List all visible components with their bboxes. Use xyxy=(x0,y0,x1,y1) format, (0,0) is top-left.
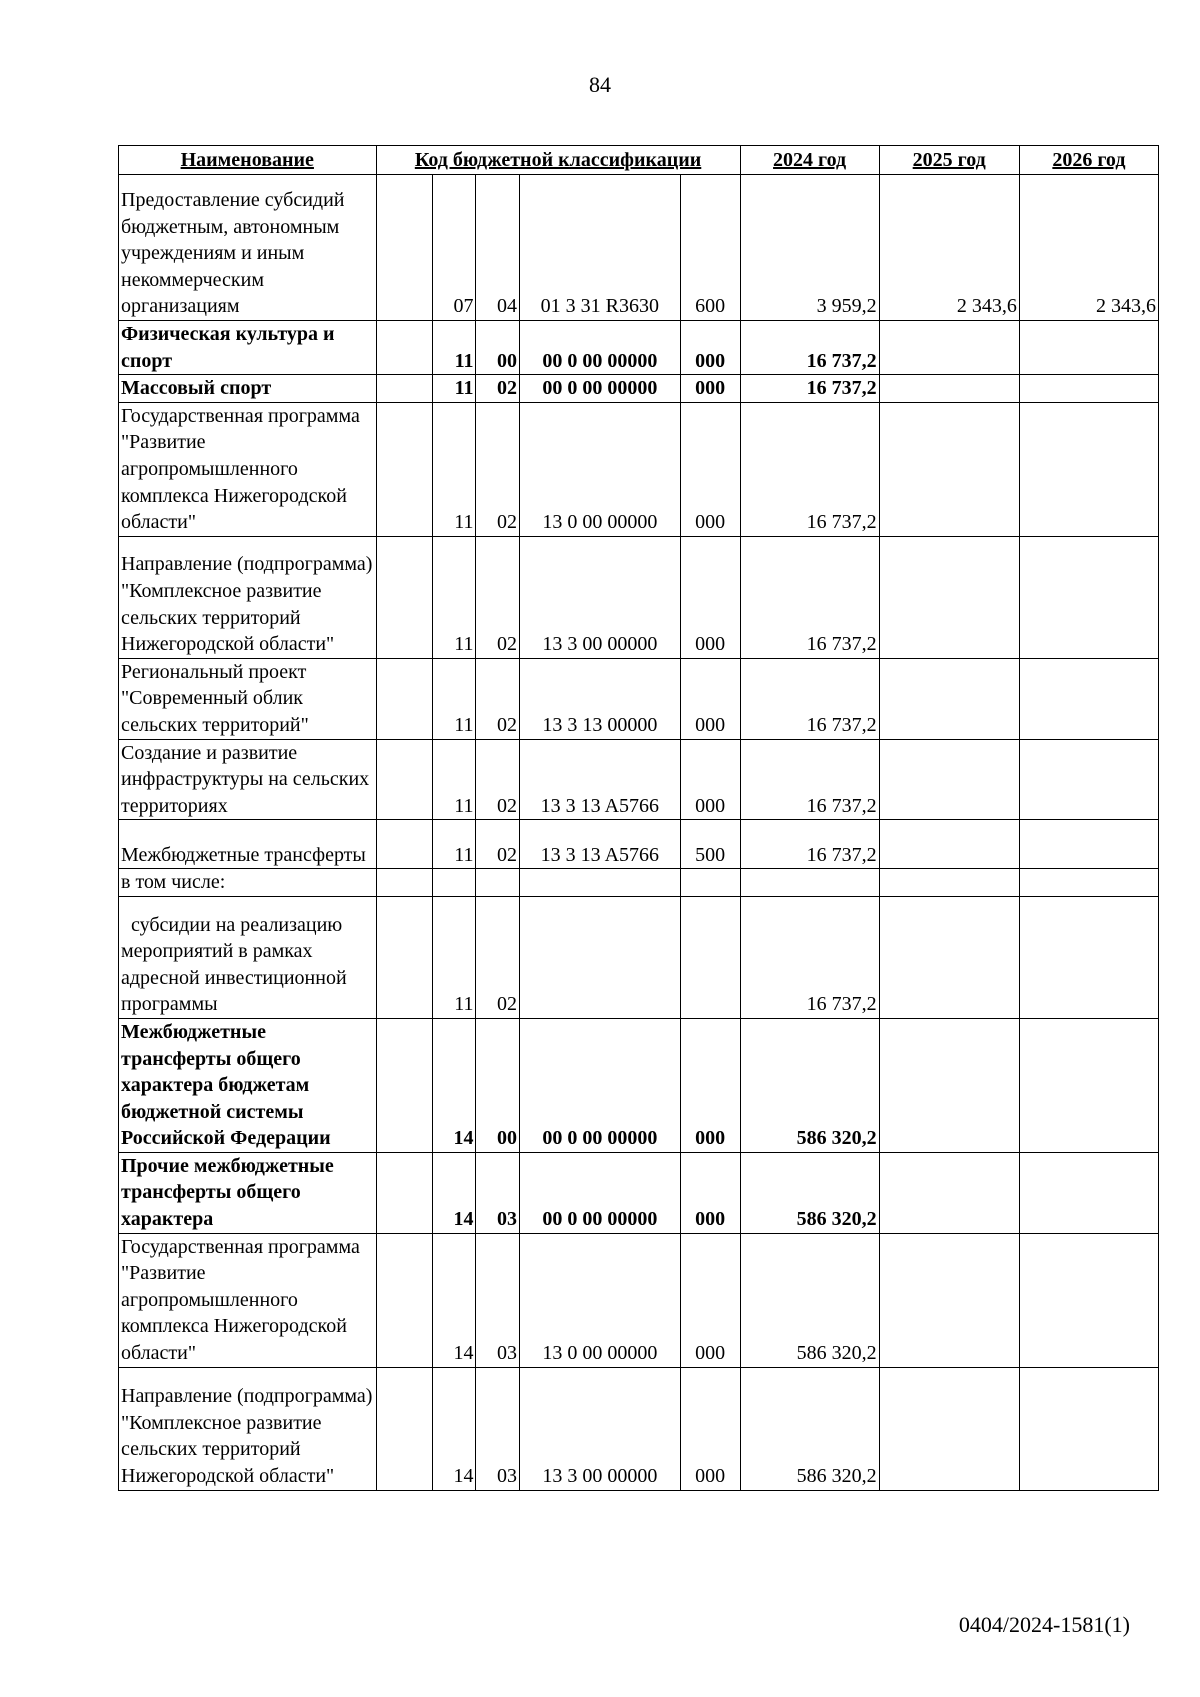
row-2024 xyxy=(740,869,879,897)
row-target-article: 00 0 00 00000 xyxy=(519,321,680,375)
row-2026 xyxy=(1019,896,1158,1018)
row-subsection: 03 xyxy=(476,1233,519,1367)
row-2026 xyxy=(1019,658,1158,739)
row-expense-type: 000 xyxy=(680,375,740,403)
row-2024: 16 737,2 xyxy=(740,896,879,1018)
row-expense-type: 000 xyxy=(680,321,740,375)
row-2025 xyxy=(879,1152,1019,1233)
row-blank xyxy=(376,1367,433,1490)
table-row xyxy=(119,820,1159,869)
row-expense-type: 000 xyxy=(680,1152,740,1233)
row-2025 xyxy=(879,402,1019,536)
row-section: 14 xyxy=(433,1152,476,1233)
row-2026 xyxy=(1019,402,1158,536)
row-target-article: 13 3 00 00000 xyxy=(519,1367,680,1490)
row-2025 xyxy=(879,1233,1019,1367)
table-row xyxy=(119,896,1159,1018)
row-blank xyxy=(376,1018,433,1152)
row-2024: 586 320,2 xyxy=(740,1018,879,1152)
header-2024: 2024 год xyxy=(740,146,879,175)
table-row xyxy=(119,658,1159,739)
budget-table xyxy=(118,145,1159,1491)
row-target-article xyxy=(519,896,680,1018)
row-expense-type: 000 xyxy=(680,402,740,536)
row-2025 xyxy=(879,375,1019,403)
row-subsection: 02 xyxy=(476,375,519,403)
row-2024: 16 737,2 xyxy=(740,402,879,536)
row-section: 11 xyxy=(433,820,476,869)
row-section: 14 xyxy=(433,1367,476,1490)
row-2026 xyxy=(1019,1152,1158,1233)
row-section: 11 xyxy=(433,402,476,536)
row-2025 xyxy=(879,1367,1019,1490)
row-2025 xyxy=(879,896,1019,1018)
row-2026 xyxy=(1019,869,1158,897)
row-2024: 16 737,2 xyxy=(740,658,879,739)
row-2024: 586 320,2 xyxy=(740,1233,879,1367)
row-name: Направление (подпрограмма) "Комплексное развитие сельских территорий Нижегородской области" xyxy=(119,1367,377,1490)
row-blank xyxy=(376,536,433,658)
header-name: Наименование xyxy=(119,146,377,175)
row-2024: 16 737,2 xyxy=(740,321,879,375)
row-target-article: 01 3 31 R3630 xyxy=(519,175,680,321)
row-section: 11 xyxy=(433,739,476,820)
row-target-article: 13 3 00 00000 xyxy=(519,536,680,658)
row-subsection: 03 xyxy=(476,1152,519,1233)
row-2024: 3 959,2 xyxy=(740,175,879,321)
row-name: Предоставление субсидий бюджетным, автономным учреждениям и иным некоммерческим организациям xyxy=(119,175,377,321)
row-blank xyxy=(376,1233,433,1367)
document-code: 0404/2024-1581(1) xyxy=(958,1612,1130,1637)
row-blank xyxy=(376,739,433,820)
row-expense-type: 000 xyxy=(680,658,740,739)
table-row xyxy=(119,869,1159,897)
row-subsection xyxy=(476,869,519,897)
row-2026 xyxy=(1019,1367,1158,1490)
row-2026: 2 343,6 xyxy=(1019,175,1158,321)
row-2025 xyxy=(879,536,1019,658)
header-2026: 2026 год xyxy=(1019,146,1158,175)
row-target-article: 00 0 00 00000 xyxy=(519,375,680,403)
table-row xyxy=(119,1018,1159,1152)
row-name: Прочие межбюджетные трансферты общего характера xyxy=(119,1152,377,1233)
row-subsection: 02 xyxy=(476,402,519,536)
row-blank xyxy=(376,175,433,321)
table-row xyxy=(119,739,1159,820)
row-2024: 16 737,2 xyxy=(740,739,879,820)
row-name: Массовый спорт xyxy=(119,375,377,403)
row-2025 xyxy=(879,739,1019,820)
row-name: Физическая культура и спорт xyxy=(119,321,377,375)
row-blank xyxy=(376,869,433,897)
row-2025 xyxy=(879,1018,1019,1152)
row-2026 xyxy=(1019,1233,1158,1367)
row-2026 xyxy=(1019,739,1158,820)
row-expense-type: 000 xyxy=(680,1367,740,1490)
table-row xyxy=(119,1233,1159,1367)
row-expense-type: 000 xyxy=(680,1018,740,1152)
row-target-article: 00 0 00 00000 xyxy=(519,1152,680,1233)
row-subsection: 00 xyxy=(476,321,519,375)
row-expense-type xyxy=(680,869,740,897)
row-section: 07 xyxy=(433,175,476,321)
row-blank xyxy=(376,321,433,375)
table-row xyxy=(119,1152,1159,1233)
page-number: 84 xyxy=(589,72,611,97)
row-section: 14 xyxy=(433,1233,476,1367)
row-section: 11 xyxy=(433,658,476,739)
row-target-article: 13 3 13 A5766 xyxy=(519,820,680,869)
row-expense-type: 000 xyxy=(680,739,740,820)
row-blank xyxy=(376,375,433,403)
row-2025: 2 343,6 xyxy=(879,175,1019,321)
row-expense-type: 500 xyxy=(680,820,740,869)
row-subsection: 02 xyxy=(476,739,519,820)
row-2026 xyxy=(1019,321,1158,375)
row-name: в том числе: xyxy=(119,869,377,897)
row-name: Межбюджетные трансферты xyxy=(119,820,377,869)
row-2026 xyxy=(1019,536,1158,658)
row-target-article: 13 0 00 00000 xyxy=(519,402,680,536)
row-2026 xyxy=(1019,1018,1158,1152)
table-row xyxy=(119,321,1159,375)
row-subsection: 02 xyxy=(476,820,519,869)
row-expense-type xyxy=(680,896,740,1018)
row-2024: 16 737,2 xyxy=(740,536,879,658)
table-row xyxy=(119,402,1159,536)
row-section: 11 xyxy=(433,375,476,403)
row-blank xyxy=(376,658,433,739)
row-subsection: 02 xyxy=(476,658,519,739)
row-name: Направление (подпрограмма) "Комплексное развитие сельских территорий Нижегородской области" xyxy=(119,536,377,658)
row-2024: 16 737,2 xyxy=(740,820,879,869)
row-2025 xyxy=(879,321,1019,375)
row-name: субсидии на реализацию мероприятий в рамках адресной инвестиционной программы xyxy=(119,896,377,1018)
row-name: Государственная программа "Развитие агропромышленного комплекса Нижегородской области" xyxy=(119,402,377,536)
row-section: 14 xyxy=(433,1018,476,1152)
row-2026 xyxy=(1019,375,1158,403)
row-2024: 16 737,2 xyxy=(740,375,879,403)
row-2025 xyxy=(879,869,1019,897)
row-expense-type: 600 xyxy=(680,175,740,321)
table-row xyxy=(119,175,1159,321)
row-blank xyxy=(376,820,433,869)
row-name: Государственная программа "Развитие агропромышленного комплекса Нижегородской области" xyxy=(119,1233,377,1367)
row-section: 11 xyxy=(433,321,476,375)
row-name: Межбюджетные трансферты общего характера бюджетам бюджетной системы Российской Федерации xyxy=(119,1018,377,1152)
row-target-article: 00 0 00 00000 xyxy=(519,1018,680,1152)
row-subsection: 02 xyxy=(476,536,519,658)
row-expense-type: 000 xyxy=(680,1233,740,1367)
row-target-article xyxy=(519,869,680,897)
row-blank xyxy=(376,1152,433,1233)
row-section: 11 xyxy=(433,536,476,658)
row-section: 11 xyxy=(433,896,476,1018)
row-target-article: 13 3 13 00000 xyxy=(519,658,680,739)
row-2025 xyxy=(879,658,1019,739)
row-blank xyxy=(376,896,433,1018)
row-target-article: 13 0 00 00000 xyxy=(519,1233,680,1367)
row-subsection: 02 xyxy=(476,896,519,1018)
row-subsection: 03 xyxy=(476,1367,519,1490)
row-expense-type: 000 xyxy=(680,536,740,658)
row-name: Региональный проект "Современный облик сельских территорий" xyxy=(119,658,377,739)
row-2026 xyxy=(1019,820,1158,869)
row-subsection: 04 xyxy=(476,175,519,321)
row-subsection: 00 xyxy=(476,1018,519,1152)
table-row xyxy=(119,375,1159,403)
row-target-article: 13 3 13 A5766 xyxy=(519,739,680,820)
header-code: Код бюджетной классификации xyxy=(376,146,740,175)
row-name: Создание и развитие инфраструктуры на сельских территориях xyxy=(119,739,377,820)
header-2025: 2025 год xyxy=(879,146,1019,175)
row-2025 xyxy=(879,820,1019,869)
row-section xyxy=(433,869,476,897)
table-header-row xyxy=(119,146,1159,175)
row-2024: 586 320,2 xyxy=(740,1152,879,1233)
row-blank xyxy=(376,402,433,536)
table-row xyxy=(119,1367,1159,1490)
row-2024: 586 320,2 xyxy=(740,1367,879,1490)
table-row xyxy=(119,536,1159,658)
